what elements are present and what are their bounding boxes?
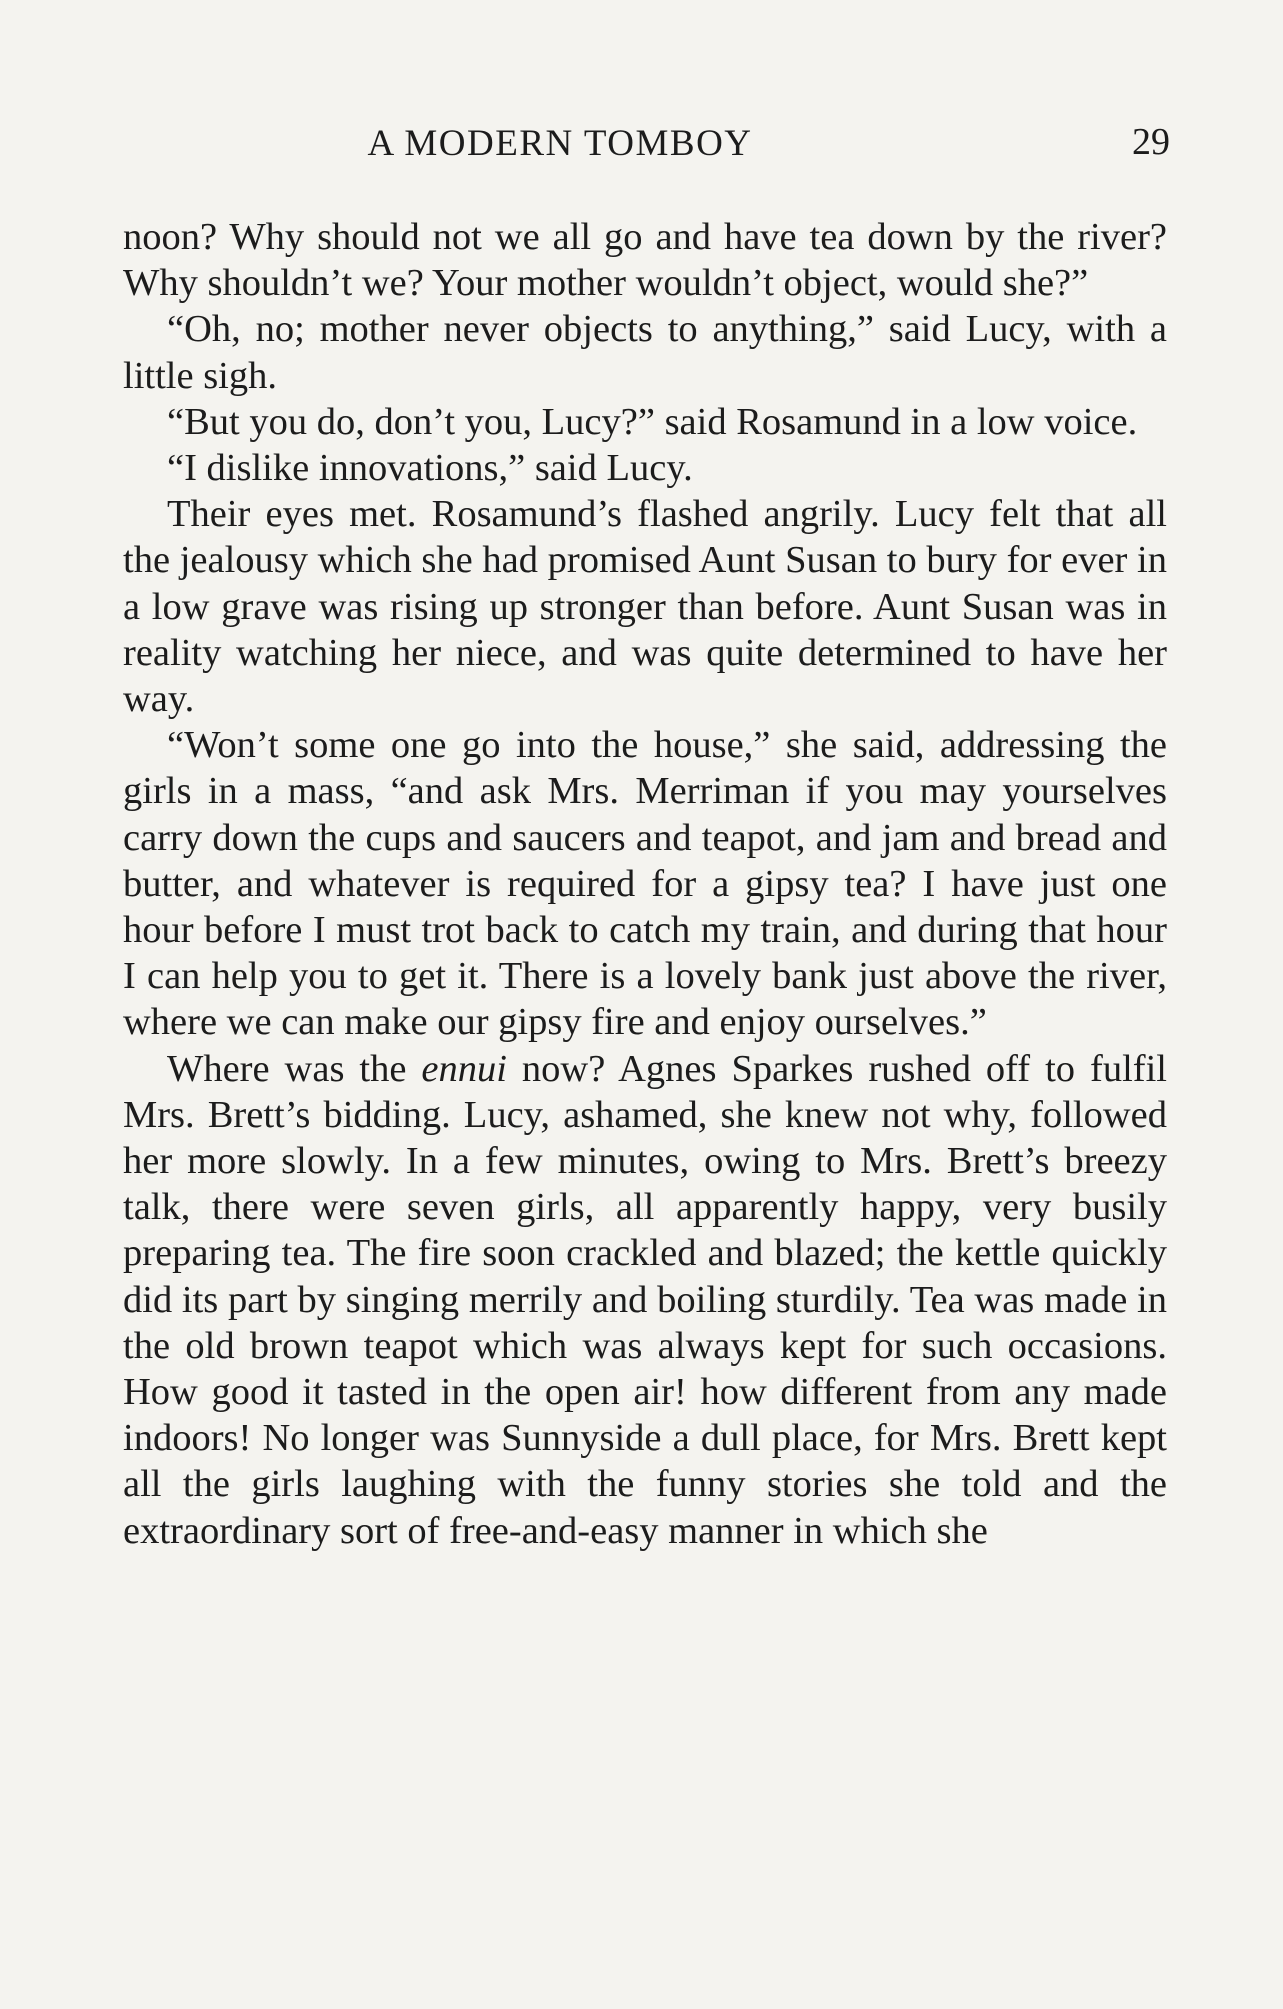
text-run: Where was the bbox=[167, 1047, 422, 1090]
paragraph-continued: noon? Why should not we all go and have tea down by the river? Why shouldn’t we? Your mother wouldn’t object, would she?” bbox=[123, 216, 1167, 305]
page-number: 29 bbox=[1132, 121, 1170, 163]
body-text bbox=[123, 214, 1167, 1554]
paragraph: “I dislike innovations,” said Lucy. bbox=[167, 447, 693, 490]
paragraph: “But you do, don’t you, Lucy?” said Rosamund in a low voice. bbox=[167, 400, 1138, 443]
text-run: now? Agnes Sparkes rushed off to fulfil Mrs. Brett’s bidding. Lucy, ashamed, she knew not why, followed her more slowly. In a few minutes, owing to Mrs. Brett’s breezy talk, there were seven girls, all apparently happy, very busily preparing tea. The fire soon crackled and blazed; the kettle quickly did its part by singing merrily and boiling sturdily. Tea was made in the old brown teapot which was always kept for such occasions. How good it tasted in the open air! how different from any made indoors! No longer was Sunnyside a dull place, for Mrs. Brett kept all the girls laughing with the funny stories she told and the extraordinary sort of free-and-easy manner in which she bbox=[123, 1047, 1167, 1552]
paragraph: “Oh, no; mother never objects to anything,” said Lucy, with a little sigh. bbox=[123, 308, 1167, 397]
paragraph bbox=[123, 1046, 1167, 1554]
paragraph: “Won’t some one go into the house,” she said, addressing the girls in a mass, “and ask Mrs. Merriman if you may yourselves carry down the cups and saucers and teapot, and jam and bread and butter, and whatever is required for a gipsy tea? I have just one hour before I must trot back to catch my train, and during that hour I can help you to get it. There is a lovely bank just above the river, where we can make our gipsy fire and enjoy ourselves.” bbox=[123, 724, 1167, 1044]
running-head bbox=[120, 118, 1170, 178]
book-title: A MODERN TOMBOY bbox=[367, 123, 753, 164]
paragraph: Their eyes met. Rosamund’s flashed angrily. Lucy felt that all the jealousy which she had promised Aunt Susan to bury for ever in a low grave was rising up stronger than before. Aunt Susan was in reality watching her niece, and was quite determined to have her way. bbox=[123, 493, 1167, 721]
italic-word: ennui bbox=[421, 1047, 507, 1090]
